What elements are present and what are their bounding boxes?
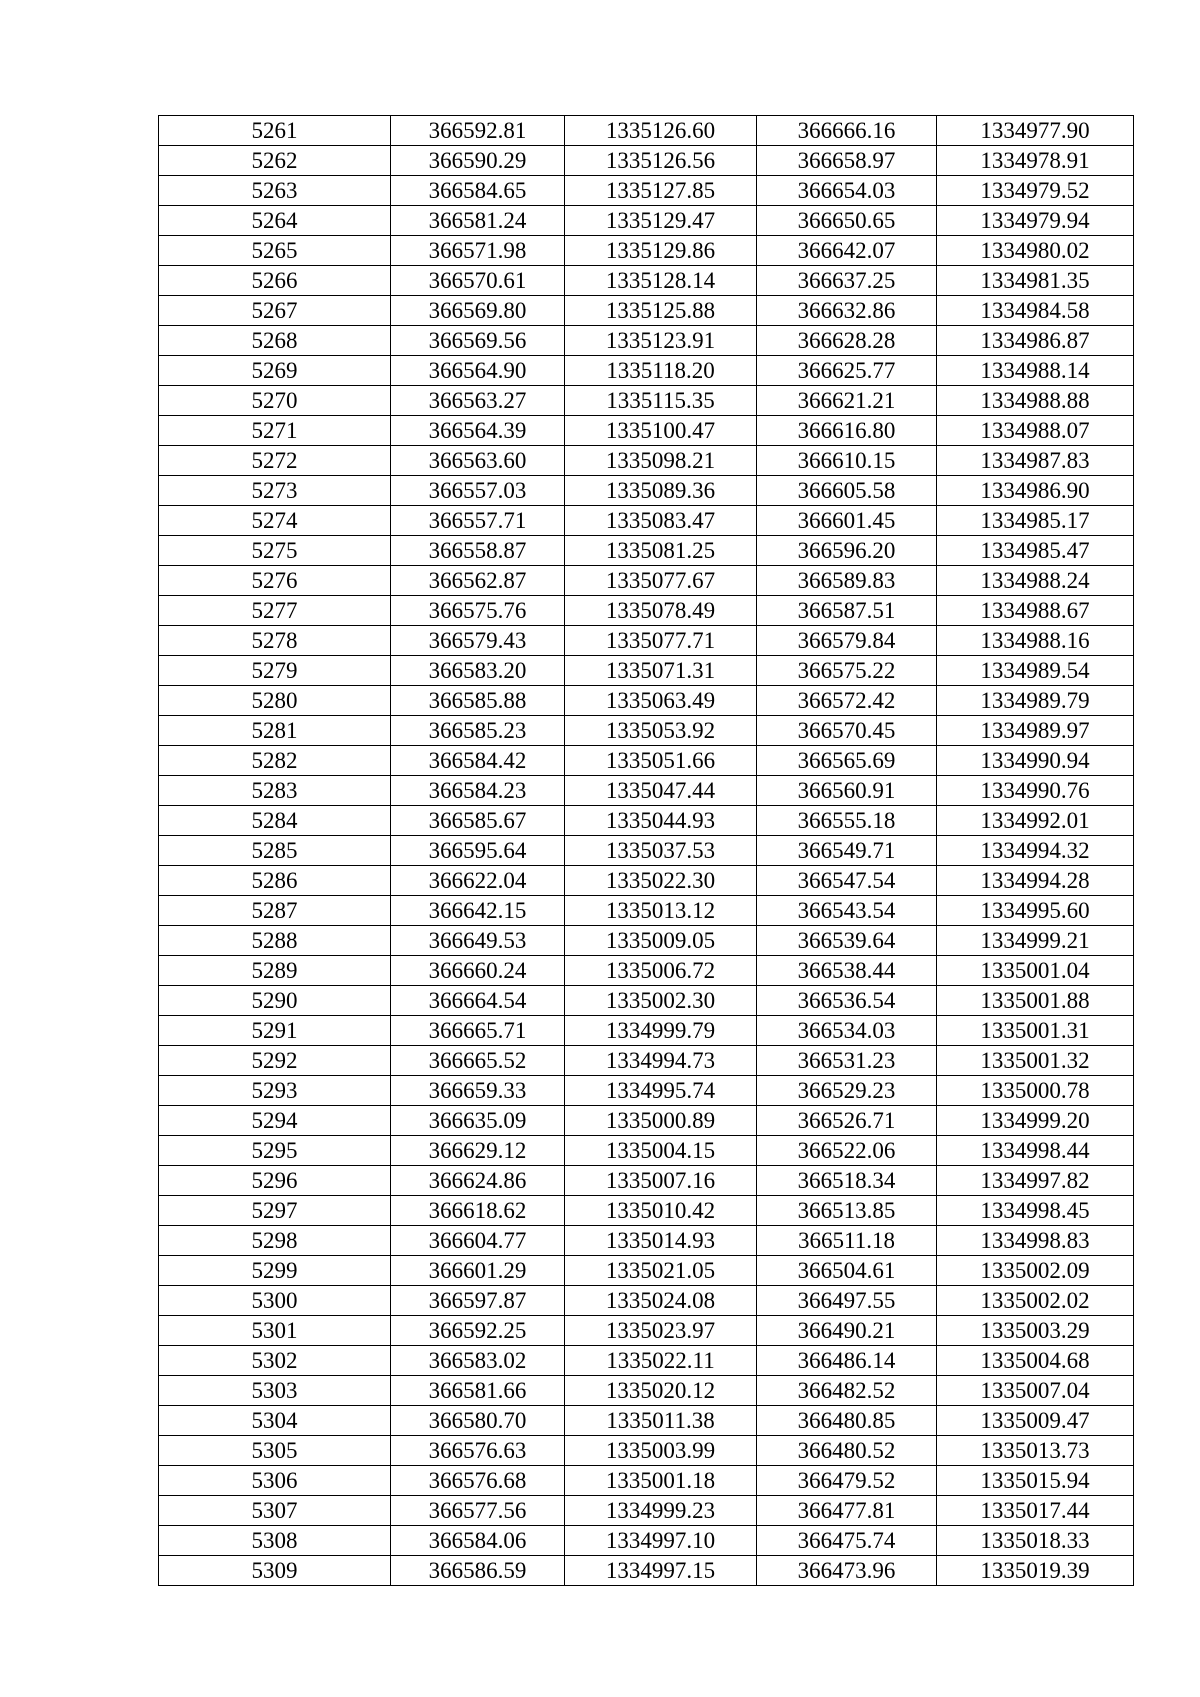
point-number-cell: 5291: [159, 1016, 391, 1046]
point-number-cell: 5305: [159, 1436, 391, 1466]
coord-x1-cell: 366584.65: [391, 176, 565, 206]
point-number-cell: 5280: [159, 686, 391, 716]
coord-x2-cell: 366529.23: [757, 1076, 937, 1106]
coord-y1-cell: 1335022.30: [565, 866, 757, 896]
coord-x2-cell: 366490.21: [757, 1316, 937, 1346]
coord-y2-cell: 1334977.90: [937, 116, 1134, 146]
coord-y1-cell: 1335004.15: [565, 1136, 757, 1166]
coord-y1-cell: 1334997.10: [565, 1526, 757, 1556]
point-number-cell: 5284: [159, 806, 391, 836]
coord-y1-cell: 1335051.66: [565, 746, 757, 776]
coord-y2-cell: 1334988.67: [937, 596, 1134, 626]
coord-y1-cell: 1335001.18: [565, 1466, 757, 1496]
table-row: [159, 146, 1134, 176]
coord-y2-cell: 1334987.83: [937, 446, 1134, 476]
coord-x2-cell: 366625.77: [757, 356, 937, 386]
table-row: [159, 836, 1134, 866]
coord-x1-cell: 366563.27: [391, 386, 565, 416]
coord-y1-cell: 1335047.44: [565, 776, 757, 806]
table-row: [159, 1526, 1134, 1556]
point-number-cell: 5262: [159, 146, 391, 176]
table-row: [159, 176, 1134, 206]
point-number-cell: 5287: [159, 896, 391, 926]
coord-x1-cell: 366642.15: [391, 896, 565, 926]
table-row: [159, 746, 1134, 776]
coord-y1-cell: 1334995.74: [565, 1076, 757, 1106]
coord-x1-cell: 366592.25: [391, 1316, 565, 1346]
coord-x2-cell: 366587.51: [757, 596, 937, 626]
coord-y1-cell: 1335023.97: [565, 1316, 757, 1346]
coord-x2-cell: 366543.54: [757, 896, 937, 926]
coord-x1-cell: 366664.54: [391, 986, 565, 1016]
coord-x2-cell: 366572.42: [757, 686, 937, 716]
table-row: [159, 1046, 1134, 1076]
coord-x2-cell: 366570.45: [757, 716, 937, 746]
coord-y2-cell: 1334978.91: [937, 146, 1134, 176]
coord-y2-cell: 1334981.35: [937, 266, 1134, 296]
coord-x1-cell: 366564.90: [391, 356, 565, 386]
coord-y1-cell: 1335071.31: [565, 656, 757, 686]
coord-y1-cell: 1335129.86: [565, 236, 757, 266]
table-row: [159, 686, 1134, 716]
coord-x1-cell: 366635.09: [391, 1106, 565, 1136]
coord-x2-cell: 366654.03: [757, 176, 937, 206]
point-number-cell: 5263: [159, 176, 391, 206]
point-number-cell: 5303: [159, 1376, 391, 1406]
coord-y1-cell: 1334997.15: [565, 1556, 757, 1586]
coord-y1-cell: 1335128.14: [565, 266, 757, 296]
coord-y2-cell: 1334986.87: [937, 326, 1134, 356]
coord-x2-cell: 366579.84: [757, 626, 937, 656]
coord-x1-cell: 366585.23: [391, 716, 565, 746]
coord-x1-cell: 366584.42: [391, 746, 565, 776]
coord-y2-cell: 1334980.02: [937, 236, 1134, 266]
coord-x2-cell: 366473.96: [757, 1556, 937, 1586]
point-number-cell: 5296: [159, 1166, 391, 1196]
table-row: [159, 1466, 1134, 1496]
coord-y1-cell: 1335083.47: [565, 506, 757, 536]
coord-x1-cell: 366583.20: [391, 656, 565, 686]
coord-x2-cell: 366518.34: [757, 1166, 937, 1196]
coord-x1-cell: 366569.56: [391, 326, 565, 356]
coord-x1-cell: 366629.12: [391, 1136, 565, 1166]
coord-y2-cell: 1334997.82: [937, 1166, 1134, 1196]
table-row: [159, 776, 1134, 806]
point-number-cell: 5307: [159, 1496, 391, 1526]
coord-y1-cell: 1335024.08: [565, 1286, 757, 1316]
coord-y1-cell: 1335126.56: [565, 146, 757, 176]
coord-y2-cell: 1335018.33: [937, 1526, 1134, 1556]
coord-y2-cell: 1335001.31: [937, 1016, 1134, 1046]
coord-x2-cell: 366475.74: [757, 1526, 937, 1556]
table-row: [159, 926, 1134, 956]
coord-x1-cell: 366557.71: [391, 506, 565, 536]
coord-x2-cell: 366601.45: [757, 506, 937, 536]
table-row: [159, 1196, 1134, 1226]
coord-y1-cell: 1335125.88: [565, 296, 757, 326]
coord-y1-cell: 1334999.23: [565, 1496, 757, 1526]
coord-x2-cell: 366650.65: [757, 206, 937, 236]
table-row: [159, 326, 1134, 356]
point-number-cell: 5301: [159, 1316, 391, 1346]
coord-x1-cell: 366577.56: [391, 1496, 565, 1526]
coord-x2-cell: 366482.52: [757, 1376, 937, 1406]
coord-y2-cell: 1335007.04: [937, 1376, 1134, 1406]
table-row: [159, 206, 1134, 236]
coord-y1-cell: 1335013.12: [565, 896, 757, 926]
coord-y2-cell: 1335017.44: [937, 1496, 1134, 1526]
coordinates-table-body: [159, 116, 1134, 1586]
coord-y1-cell: 1335089.36: [565, 476, 757, 506]
table-row: [159, 1076, 1134, 1106]
point-number-cell: 5268: [159, 326, 391, 356]
coord-y2-cell: 1334994.28: [937, 866, 1134, 896]
coord-y1-cell: 1335007.16: [565, 1166, 757, 1196]
table-row: [159, 1226, 1134, 1256]
point-number-cell: 5297: [159, 1196, 391, 1226]
table-row: [159, 716, 1134, 746]
table-row: [159, 1016, 1134, 1046]
coord-x2-cell: 366621.21: [757, 386, 937, 416]
coord-x1-cell: 366624.86: [391, 1166, 565, 1196]
coord-x1-cell: 366649.53: [391, 926, 565, 956]
coord-x1-cell: 366576.68: [391, 1466, 565, 1496]
coord-y2-cell: 1335004.68: [937, 1346, 1134, 1376]
point-number-cell: 5275: [159, 536, 391, 566]
table-row: [159, 416, 1134, 446]
coord-y1-cell: 1335020.12: [565, 1376, 757, 1406]
point-number-cell: 5302: [159, 1346, 391, 1376]
coord-y1-cell: 1335126.60: [565, 116, 757, 146]
point-number-cell: 5304: [159, 1406, 391, 1436]
coord-y2-cell: 1334988.16: [937, 626, 1134, 656]
coord-y1-cell: 1335127.85: [565, 176, 757, 206]
table-row: [159, 806, 1134, 836]
point-number-cell: 5293: [159, 1076, 391, 1106]
coord-x1-cell: 366659.33: [391, 1076, 565, 1106]
coord-y2-cell: 1335015.94: [937, 1466, 1134, 1496]
point-number-cell: 5270: [159, 386, 391, 416]
point-number-cell: 5281: [159, 716, 391, 746]
coord-y1-cell: 1335002.30: [565, 986, 757, 1016]
coord-x2-cell: 366616.80: [757, 416, 937, 446]
coord-y1-cell: 1335053.92: [565, 716, 757, 746]
table-row: [159, 1346, 1134, 1376]
point-number-cell: 5308: [159, 1526, 391, 1556]
table-row: [159, 1106, 1134, 1136]
table-row: [159, 506, 1134, 536]
point-number-cell: 5274: [159, 506, 391, 536]
table-row: [159, 1376, 1134, 1406]
table-row: [159, 1136, 1134, 1166]
point-number-cell: 5266: [159, 266, 391, 296]
coord-x1-cell: 366665.52: [391, 1046, 565, 1076]
coord-y2-cell: 1335000.78: [937, 1076, 1134, 1106]
coord-x1-cell: 366581.66: [391, 1376, 565, 1406]
table-row: [159, 116, 1134, 146]
coord-x1-cell: 366570.61: [391, 266, 565, 296]
point-number-cell: 5277: [159, 596, 391, 626]
table-row: [159, 866, 1134, 896]
table-row: [159, 296, 1134, 326]
coord-y2-cell: 1334990.76: [937, 776, 1134, 806]
coord-x2-cell: 366531.23: [757, 1046, 937, 1076]
coord-y1-cell: 1335100.47: [565, 416, 757, 446]
point-number-cell: 5267: [159, 296, 391, 326]
point-number-cell: 5282: [159, 746, 391, 776]
coord-y1-cell: 1335129.47: [565, 206, 757, 236]
coord-x2-cell: 366480.85: [757, 1406, 937, 1436]
coord-x2-cell: 366555.18: [757, 806, 937, 836]
point-number-cell: 5271: [159, 416, 391, 446]
table-row: [159, 1166, 1134, 1196]
coord-y1-cell: 1335000.89: [565, 1106, 757, 1136]
coord-x1-cell: 366557.03: [391, 476, 565, 506]
coord-x1-cell: 366580.70: [391, 1406, 565, 1436]
coord-y2-cell: 1334998.83: [937, 1226, 1134, 1256]
table-row: [159, 446, 1134, 476]
point-number-cell: 5292: [159, 1046, 391, 1076]
coord-x2-cell: 366628.28: [757, 326, 937, 356]
table-row: [159, 386, 1134, 416]
coord-y2-cell: 1335003.29: [937, 1316, 1134, 1346]
table-row: [159, 656, 1134, 686]
point-number-cell: 5309: [159, 1556, 391, 1586]
coord-y2-cell: 1335001.88: [937, 986, 1134, 1016]
coord-y2-cell: 1335009.47: [937, 1406, 1134, 1436]
coord-y2-cell: 1335002.02: [937, 1286, 1134, 1316]
table-row: [159, 566, 1134, 596]
point-number-cell: 5306: [159, 1466, 391, 1496]
point-number-cell: 5273: [159, 476, 391, 506]
coord-x2-cell: 366547.54: [757, 866, 937, 896]
table-row: [159, 536, 1134, 566]
coord-x2-cell: 366534.03: [757, 1016, 937, 1046]
coord-x2-cell: 366549.71: [757, 836, 937, 866]
coord-x2-cell: 366666.16: [757, 116, 937, 146]
point-number-cell: 5298: [159, 1226, 391, 1256]
point-number-cell: 5261: [159, 116, 391, 146]
point-number-cell: 5288: [159, 926, 391, 956]
coord-x1-cell: 366581.24: [391, 206, 565, 236]
table-row: [159, 896, 1134, 926]
coord-x2-cell: 366610.15: [757, 446, 937, 476]
coord-y1-cell: 1334994.73: [565, 1046, 757, 1076]
coord-x1-cell: 366569.80: [391, 296, 565, 326]
point-number-cell: 5278: [159, 626, 391, 656]
coord-x1-cell: 366597.87: [391, 1286, 565, 1316]
coord-y1-cell: 1335010.42: [565, 1196, 757, 1226]
coord-x1-cell: 366562.87: [391, 566, 565, 596]
coord-y2-cell: 1334998.44: [937, 1136, 1134, 1166]
coord-y2-cell: 1334988.14: [937, 356, 1134, 386]
coord-y1-cell: 1335118.20: [565, 356, 757, 386]
point-number-cell: 5272: [159, 446, 391, 476]
coord-x1-cell: 366564.39: [391, 416, 565, 446]
point-number-cell: 5300: [159, 1286, 391, 1316]
coord-x1-cell: 366558.87: [391, 536, 565, 566]
coord-x2-cell: 366642.07: [757, 236, 937, 266]
coord-x1-cell: 366592.81: [391, 116, 565, 146]
coord-x2-cell: 366575.22: [757, 656, 937, 686]
coord-y1-cell: 1335063.49: [565, 686, 757, 716]
coordinates-table: [158, 115, 1134, 1586]
table-row: [159, 1256, 1134, 1286]
table-row: [159, 1316, 1134, 1346]
coord-y2-cell: 1335002.09: [937, 1256, 1134, 1286]
coord-x2-cell: 366479.52: [757, 1466, 937, 1496]
coord-y2-cell: 1334989.54: [937, 656, 1134, 686]
point-number-cell: 5294: [159, 1106, 391, 1136]
coord-y1-cell: 1335077.71: [565, 626, 757, 656]
coord-y1-cell: 1335003.99: [565, 1436, 757, 1466]
point-number-cell: 5279: [159, 656, 391, 686]
coord-x1-cell: 366584.23: [391, 776, 565, 806]
point-number-cell: 5285: [159, 836, 391, 866]
table-row: [159, 236, 1134, 266]
coord-x1-cell: 366585.67: [391, 806, 565, 836]
coord-x2-cell: 366480.52: [757, 1436, 937, 1466]
coord-x2-cell: 366526.71: [757, 1106, 937, 1136]
coord-x1-cell: 366563.60: [391, 446, 565, 476]
coord-y2-cell: 1335001.04: [937, 956, 1134, 986]
point-number-cell: 5299: [159, 1256, 391, 1286]
coord-x1-cell: 366595.64: [391, 836, 565, 866]
coord-x1-cell: 366575.76: [391, 596, 565, 626]
table-row: [159, 626, 1134, 656]
coord-x2-cell: 366539.64: [757, 926, 937, 956]
point-number-cell: 5290: [159, 986, 391, 1016]
coord-y1-cell: 1335021.05: [565, 1256, 757, 1286]
coord-y2-cell: 1334989.79: [937, 686, 1134, 716]
coord-x2-cell: 366538.44: [757, 956, 937, 986]
coord-y2-cell: 1335001.32: [937, 1046, 1134, 1076]
coord-y1-cell: 1335078.49: [565, 596, 757, 626]
coord-y2-cell: 1335019.39: [937, 1556, 1134, 1586]
coord-x1-cell: 366579.43: [391, 626, 565, 656]
point-number-cell: 5276: [159, 566, 391, 596]
coord-x1-cell: 366604.77: [391, 1226, 565, 1256]
coord-y1-cell: 1335081.25: [565, 536, 757, 566]
coord-y2-cell: 1334999.21: [937, 926, 1134, 956]
coord-x2-cell: 366589.83: [757, 566, 937, 596]
coord-x2-cell: 366486.14: [757, 1346, 937, 1376]
coord-y2-cell: 1334990.94: [937, 746, 1134, 776]
coord-y2-cell: 1334979.52: [937, 176, 1134, 206]
coord-y2-cell: 1334995.60: [937, 896, 1134, 926]
coord-x1-cell: 366585.88: [391, 686, 565, 716]
table-row: [159, 1406, 1134, 1436]
coord-y1-cell: 1335006.72: [565, 956, 757, 986]
coord-y2-cell: 1334992.01: [937, 806, 1134, 836]
point-number-cell: 5265: [159, 236, 391, 266]
coord-x2-cell: 366637.25: [757, 266, 937, 296]
table-row: [159, 1286, 1134, 1316]
coord-y2-cell: 1334988.88: [937, 386, 1134, 416]
coord-x1-cell: 366622.04: [391, 866, 565, 896]
coord-y1-cell: 1335123.91: [565, 326, 757, 356]
coord-x2-cell: 366504.61: [757, 1256, 937, 1286]
coord-x1-cell: 366665.71: [391, 1016, 565, 1046]
point-number-cell: 5264: [159, 206, 391, 236]
point-number-cell: 5286: [159, 866, 391, 896]
coord-y1-cell: 1335115.35: [565, 386, 757, 416]
coord-y2-cell: 1334999.20: [937, 1106, 1134, 1136]
coord-y2-cell: 1334985.17: [937, 506, 1134, 536]
coord-x1-cell: 366586.59: [391, 1556, 565, 1586]
coord-x1-cell: 366571.98: [391, 236, 565, 266]
coord-y1-cell: 1335037.53: [565, 836, 757, 866]
point-number-cell: 5269: [159, 356, 391, 386]
coord-y2-cell: 1334988.07: [937, 416, 1134, 446]
table-row: [159, 1556, 1134, 1586]
table-row: [159, 986, 1134, 1016]
coord-y1-cell: 1334999.79: [565, 1016, 757, 1046]
coord-y1-cell: 1335044.93: [565, 806, 757, 836]
coord-y1-cell: 1335014.93: [565, 1226, 757, 1256]
coord-x2-cell: 366632.86: [757, 296, 937, 326]
coord-x2-cell: 366658.97: [757, 146, 937, 176]
coord-x1-cell: 366583.02: [391, 1346, 565, 1376]
coord-y2-cell: 1334989.97: [937, 716, 1134, 746]
coord-x2-cell: 366560.91: [757, 776, 937, 806]
table-row: [159, 1496, 1134, 1526]
coord-x2-cell: 366605.58: [757, 476, 937, 506]
point-number-cell: 5295: [159, 1136, 391, 1166]
coord-y2-cell: 1334994.32: [937, 836, 1134, 866]
coord-x2-cell: 366511.18: [757, 1226, 937, 1256]
table-row: [159, 596, 1134, 626]
coord-y2-cell: 1334984.58: [937, 296, 1134, 326]
table-row: [159, 956, 1134, 986]
table-row: [159, 1436, 1134, 1466]
coord-y2-cell: 1334985.47: [937, 536, 1134, 566]
coord-x2-cell: 366497.55: [757, 1286, 937, 1316]
coord-y2-cell: 1334998.45: [937, 1196, 1134, 1226]
point-number-cell: 5289: [159, 956, 391, 986]
coord-y1-cell: 1335009.05: [565, 926, 757, 956]
coord-x1-cell: 366576.63: [391, 1436, 565, 1466]
coord-y2-cell: 1335013.73: [937, 1436, 1134, 1466]
coord-y1-cell: 1335098.21: [565, 446, 757, 476]
coord-x2-cell: 366596.20: [757, 536, 937, 566]
coord-y2-cell: 1334988.24: [937, 566, 1134, 596]
coord-x2-cell: 366513.85: [757, 1196, 937, 1226]
table-row: [159, 356, 1134, 386]
coord-x2-cell: 366477.81: [757, 1496, 937, 1526]
coord-x1-cell: 366584.06: [391, 1526, 565, 1556]
point-number-cell: 5283: [159, 776, 391, 806]
coord-y2-cell: 1334986.90: [937, 476, 1134, 506]
table-row: [159, 476, 1134, 506]
coord-y1-cell: 1335022.11: [565, 1346, 757, 1376]
coord-x1-cell: 366618.62: [391, 1196, 565, 1226]
coord-x2-cell: 366536.54: [757, 986, 937, 1016]
coord-y1-cell: 1335077.67: [565, 566, 757, 596]
coord-x1-cell: 366601.29: [391, 1256, 565, 1286]
coord-x1-cell: 366590.29: [391, 146, 565, 176]
coord-x2-cell: 366522.06: [757, 1136, 937, 1166]
coord-x1-cell: 366660.24: [391, 956, 565, 986]
coord-y2-cell: 1334979.94: [937, 206, 1134, 236]
coord-y1-cell: 1335011.38: [565, 1406, 757, 1436]
table-row: [159, 266, 1134, 296]
coord-x2-cell: 366565.69: [757, 746, 937, 776]
